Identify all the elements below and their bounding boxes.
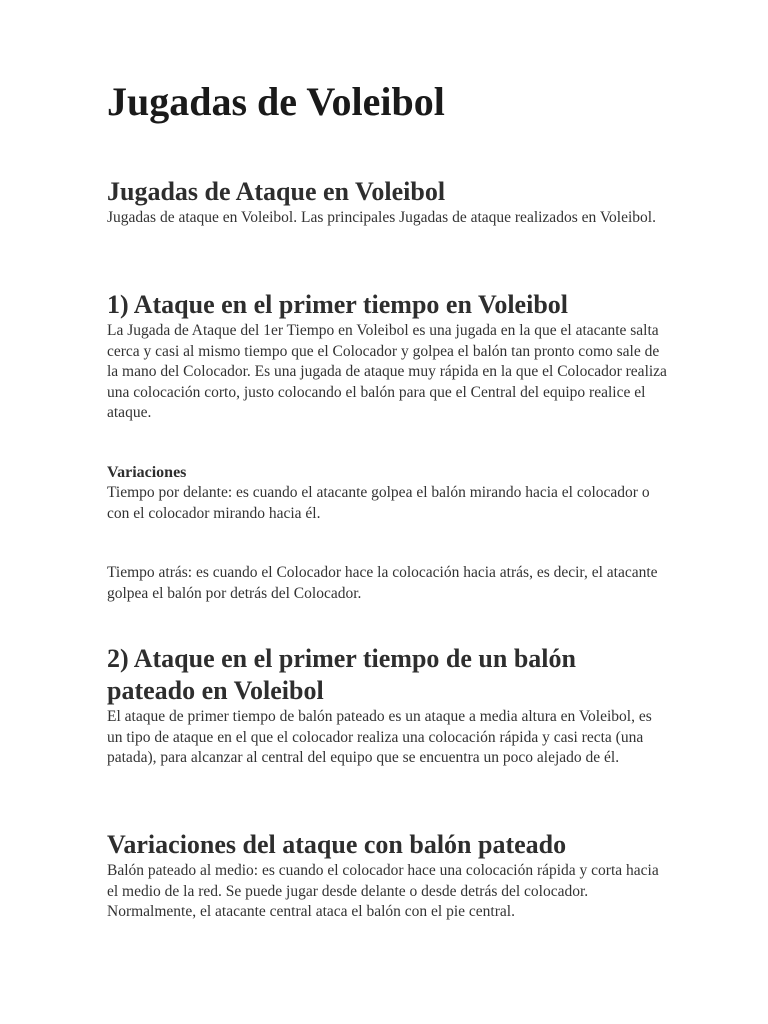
- section-variaciones-pateado: [107, 829, 667, 923]
- section-paragraph: Jugadas de ataque en Voleibol. Las principales Jugadas de ataque realizados en Voleibol.: [107, 209, 656, 226]
- variation-tiempo-atras: [107, 563, 667, 604]
- variation-paragraph: Tiempo por delante: es cuando el atacante golpea el balón mirando hacia el colocador o con el colocador mirando hacia él.: [107, 484, 650, 522]
- section-ataque-voleibol: [107, 176, 667, 229]
- section-heading: 2) Ataque en el primer tiempo de un balón pateado en Voleibol: [107, 644, 576, 705]
- section-heading: 1) Ataque en el primer tiempo en Voleibol: [107, 290, 569, 319]
- section-balon-pateado: [107, 643, 667, 769]
- section-heading: Variaciones del ataque con balón pateado: [107, 830, 567, 859]
- section-paragraph: Balón pateado al medio: es cuando el colocador hace una colocación rápida y corta hacia el medio de la red. Se puede jugar desde delante o desde detrás del colocador. Normalmente, el atacante central ataca el balón con el pie central.: [107, 862, 659, 920]
- section-heading: Jugadas de Ataque en Voleibol: [107, 177, 446, 206]
- variaciones-block: [107, 463, 667, 524]
- variation-paragraph: Tiempo atrás: es cuando el Colocador hace la colocación hacia atrás, es decir, el atacante golpea el balón por detrás del Colocador.: [107, 564, 658, 602]
- section-primer-tiempo: [107, 289, 667, 424]
- section-paragraph: El ataque de primer tiempo de balón pateado es un ataque a media altura en Voleibol, es un tipo de ataque en el que el colocador realiza una colocación rápida y casi recta (una patada), para alcanzar al central del equipo que se encuentra un poco alejado de él.: [107, 708, 652, 766]
- section-paragraph: La Jugada de Ataque del 1er Tiempo en Voleibol es una jugada en la que el atacante salta cerca y casi al mismo tiempo que el Colocador y golpea el balón tan pronto como sale de la mano del Colocador. Es una jugada de ataque muy rápida en la que el Colocador realiza una colocación corto, justo colocando el balón para que el Central del equipo realice el ataque.: [107, 322, 667, 421]
- document-title: Jugadas de Voleibol: [107, 79, 445, 124]
- variaciones-subheading: Variaciones: [107, 464, 187, 481]
